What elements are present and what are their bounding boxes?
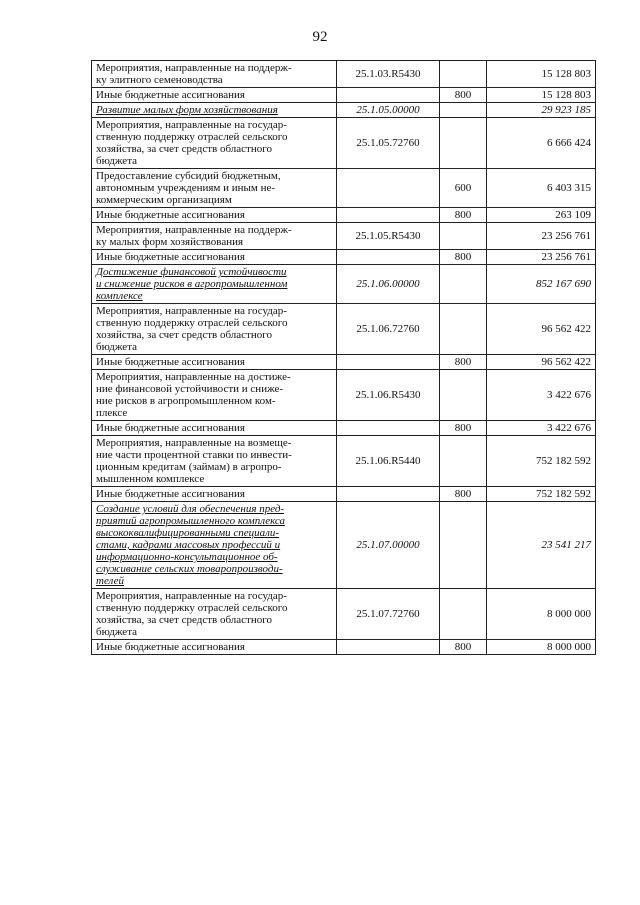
row-code-cell: 25.1.05.72760 — [337, 118, 440, 169]
row-expense-type-cell — [440, 502, 487, 589]
page-number: 92 — [312, 29, 328, 45]
table-row — [92, 103, 596, 118]
row-name-cell: Предоставление субсидий бюджетным, автономным учреждениям и иным не- коммерческим организациям — [92, 169, 337, 208]
row-name-cell: Иные бюджетные ассигнования — [92, 640, 337, 655]
row-name-cell: Развитие малых форм хозяйствования — [92, 103, 337, 118]
row-code-cell — [337, 640, 440, 655]
row-amount-cell: 752 182 592 — [487, 487, 596, 502]
row-amount-cell: 96 562 422 — [487, 304, 596, 355]
table-row — [92, 589, 596, 640]
row-amount-cell: 8 000 000 — [487, 640, 596, 655]
row-code-cell: 25.1.06.00000 — [337, 265, 440, 304]
row-amount-cell: 3 422 676 — [487, 421, 596, 436]
table-row — [92, 223, 596, 250]
table-row — [92, 502, 596, 589]
row-name-cell: Иные бюджетные ассигнования — [92, 250, 337, 265]
table-row — [92, 208, 596, 223]
row-expense-type-cell: 800 — [440, 640, 487, 655]
row-amount-cell: 3 422 676 — [487, 370, 596, 421]
row-expense-type-cell: 800 — [440, 250, 487, 265]
row-name-cell: Мероприятия, направленные на поддерж- ку малых форм хозяйствования — [92, 223, 337, 250]
row-name-cell: Мероприятия, направленные на достиже- ние финансовой устойчивости и сниже- ние рисков в агропромышленном ком- плексе — [92, 370, 337, 421]
row-amount-cell: 23 256 761 — [487, 223, 596, 250]
row-amount-cell: 15 128 803 — [487, 61, 596, 88]
table-row — [92, 304, 596, 355]
row-code-cell — [337, 421, 440, 436]
row-code-cell — [337, 487, 440, 502]
row-amount-cell: 8 000 000 — [487, 589, 596, 640]
table-row — [92, 640, 596, 655]
budget-table — [91, 60, 596, 655]
row-code-cell: 25.1.06.R5440 — [337, 436, 440, 487]
table-row — [92, 61, 596, 88]
budget-table-body — [92, 61, 596, 655]
row-amount-cell: 23 541 217 — [487, 502, 596, 589]
row-expense-type-cell — [440, 370, 487, 421]
row-code-cell: 25.1.07.72760 — [337, 589, 440, 640]
row-code-cell: 25.1.05.00000 — [337, 103, 440, 118]
table-row — [92, 370, 596, 421]
table-row — [92, 88, 596, 103]
row-amount-cell: 15 128 803 — [487, 88, 596, 103]
row-expense-type-cell — [440, 103, 487, 118]
row-name-cell: Иные бюджетные ассигнования — [92, 208, 337, 223]
row-expense-type-cell — [440, 436, 487, 487]
row-expense-type-cell: 800 — [440, 208, 487, 223]
table-row — [92, 118, 596, 169]
row-amount-cell: 23 256 761 — [487, 250, 596, 265]
row-code-cell: 25.1.07.00000 — [337, 502, 440, 589]
row-code-cell — [337, 88, 440, 103]
row-code-cell: 25.1.05.R5430 — [337, 223, 440, 250]
row-amount-cell: 6 666 424 — [487, 118, 596, 169]
row-amount-cell: 852 167 690 — [487, 265, 596, 304]
row-expense-type-cell — [440, 223, 487, 250]
table-row — [92, 265, 596, 304]
row-expense-type-cell — [440, 61, 487, 88]
row-name-cell: Мероприятия, направленные на возмеще- ние части процентной ставки по инвести- ционным кредитам (займам) в агропро- мышленном комплексе — [92, 436, 337, 487]
row-amount-cell: 752 182 592 — [487, 436, 596, 487]
row-name-cell: Иные бюджетные ассигнования — [92, 421, 337, 436]
row-expense-type-cell — [440, 589, 487, 640]
row-name-cell: Достижение финансовой устойчивости и снижение рисков в агропромышленном комплексе — [92, 265, 337, 304]
row-name-cell: Мероприятия, направленные на государ- ственную поддержку отраслей сельского хозяйства, за счет средств областного бюджета — [92, 304, 337, 355]
row-expense-type-cell: 600 — [440, 169, 487, 208]
row-expense-type-cell — [440, 304, 487, 355]
row-code-cell — [337, 208, 440, 223]
row-name-cell: Иные бюджетные ассигнования — [92, 355, 337, 370]
row-name-cell: Мероприятия, направленные на государ- ственную поддержку отраслей сельского хозяйства, за счет средств областного бюджета — [92, 589, 337, 640]
row-expense-type-cell: 800 — [440, 355, 487, 370]
row-expense-type-cell: 800 — [440, 487, 487, 502]
table-row — [92, 421, 596, 436]
table-row — [92, 436, 596, 487]
row-name-cell: Мероприятия, направленные на поддерж- ку элитного семеноводства — [92, 61, 337, 88]
row-expense-type-cell — [440, 118, 487, 169]
table-row — [92, 355, 596, 370]
row-code-cell — [337, 355, 440, 370]
row-name-cell: Мероприятия, направленные на государ- ственную поддержку отраслей сельского хозяйства, за счет средств областного бюджета — [92, 118, 337, 169]
row-expense-type-cell: 800 — [440, 88, 487, 103]
row-code-cell: 25.1.03.R5430 — [337, 61, 440, 88]
row-amount-cell: 96 562 422 — [487, 355, 596, 370]
table-row — [92, 250, 596, 265]
row-name-cell: Иные бюджетные ассигнования — [92, 487, 337, 502]
row-amount-cell: 263 109 — [487, 208, 596, 223]
row-expense-type-cell: 800 — [440, 421, 487, 436]
row-code-cell: 25.1.06.72760 — [337, 304, 440, 355]
table-row — [92, 487, 596, 502]
row-code-cell — [337, 169, 440, 208]
row-amount-cell: 29 923 185 — [487, 103, 596, 118]
row-amount-cell: 6 403 315 — [487, 169, 596, 208]
row-name-cell: Иные бюджетные ассигнования — [92, 88, 337, 103]
row-code-cell — [337, 250, 440, 265]
table-row — [92, 169, 596, 208]
row-expense-type-cell — [440, 265, 487, 304]
row-name-cell: Создание условий для обеспечения пред- приятий агропромышленного комплекса высококвалифицированными специали- стами, кадрами массовых профессий и информационно-консультационное об- служивание сельских товаропроизводи- телей — [92, 502, 337, 589]
row-code-cell: 25.1.06.R5430 — [337, 370, 440, 421]
